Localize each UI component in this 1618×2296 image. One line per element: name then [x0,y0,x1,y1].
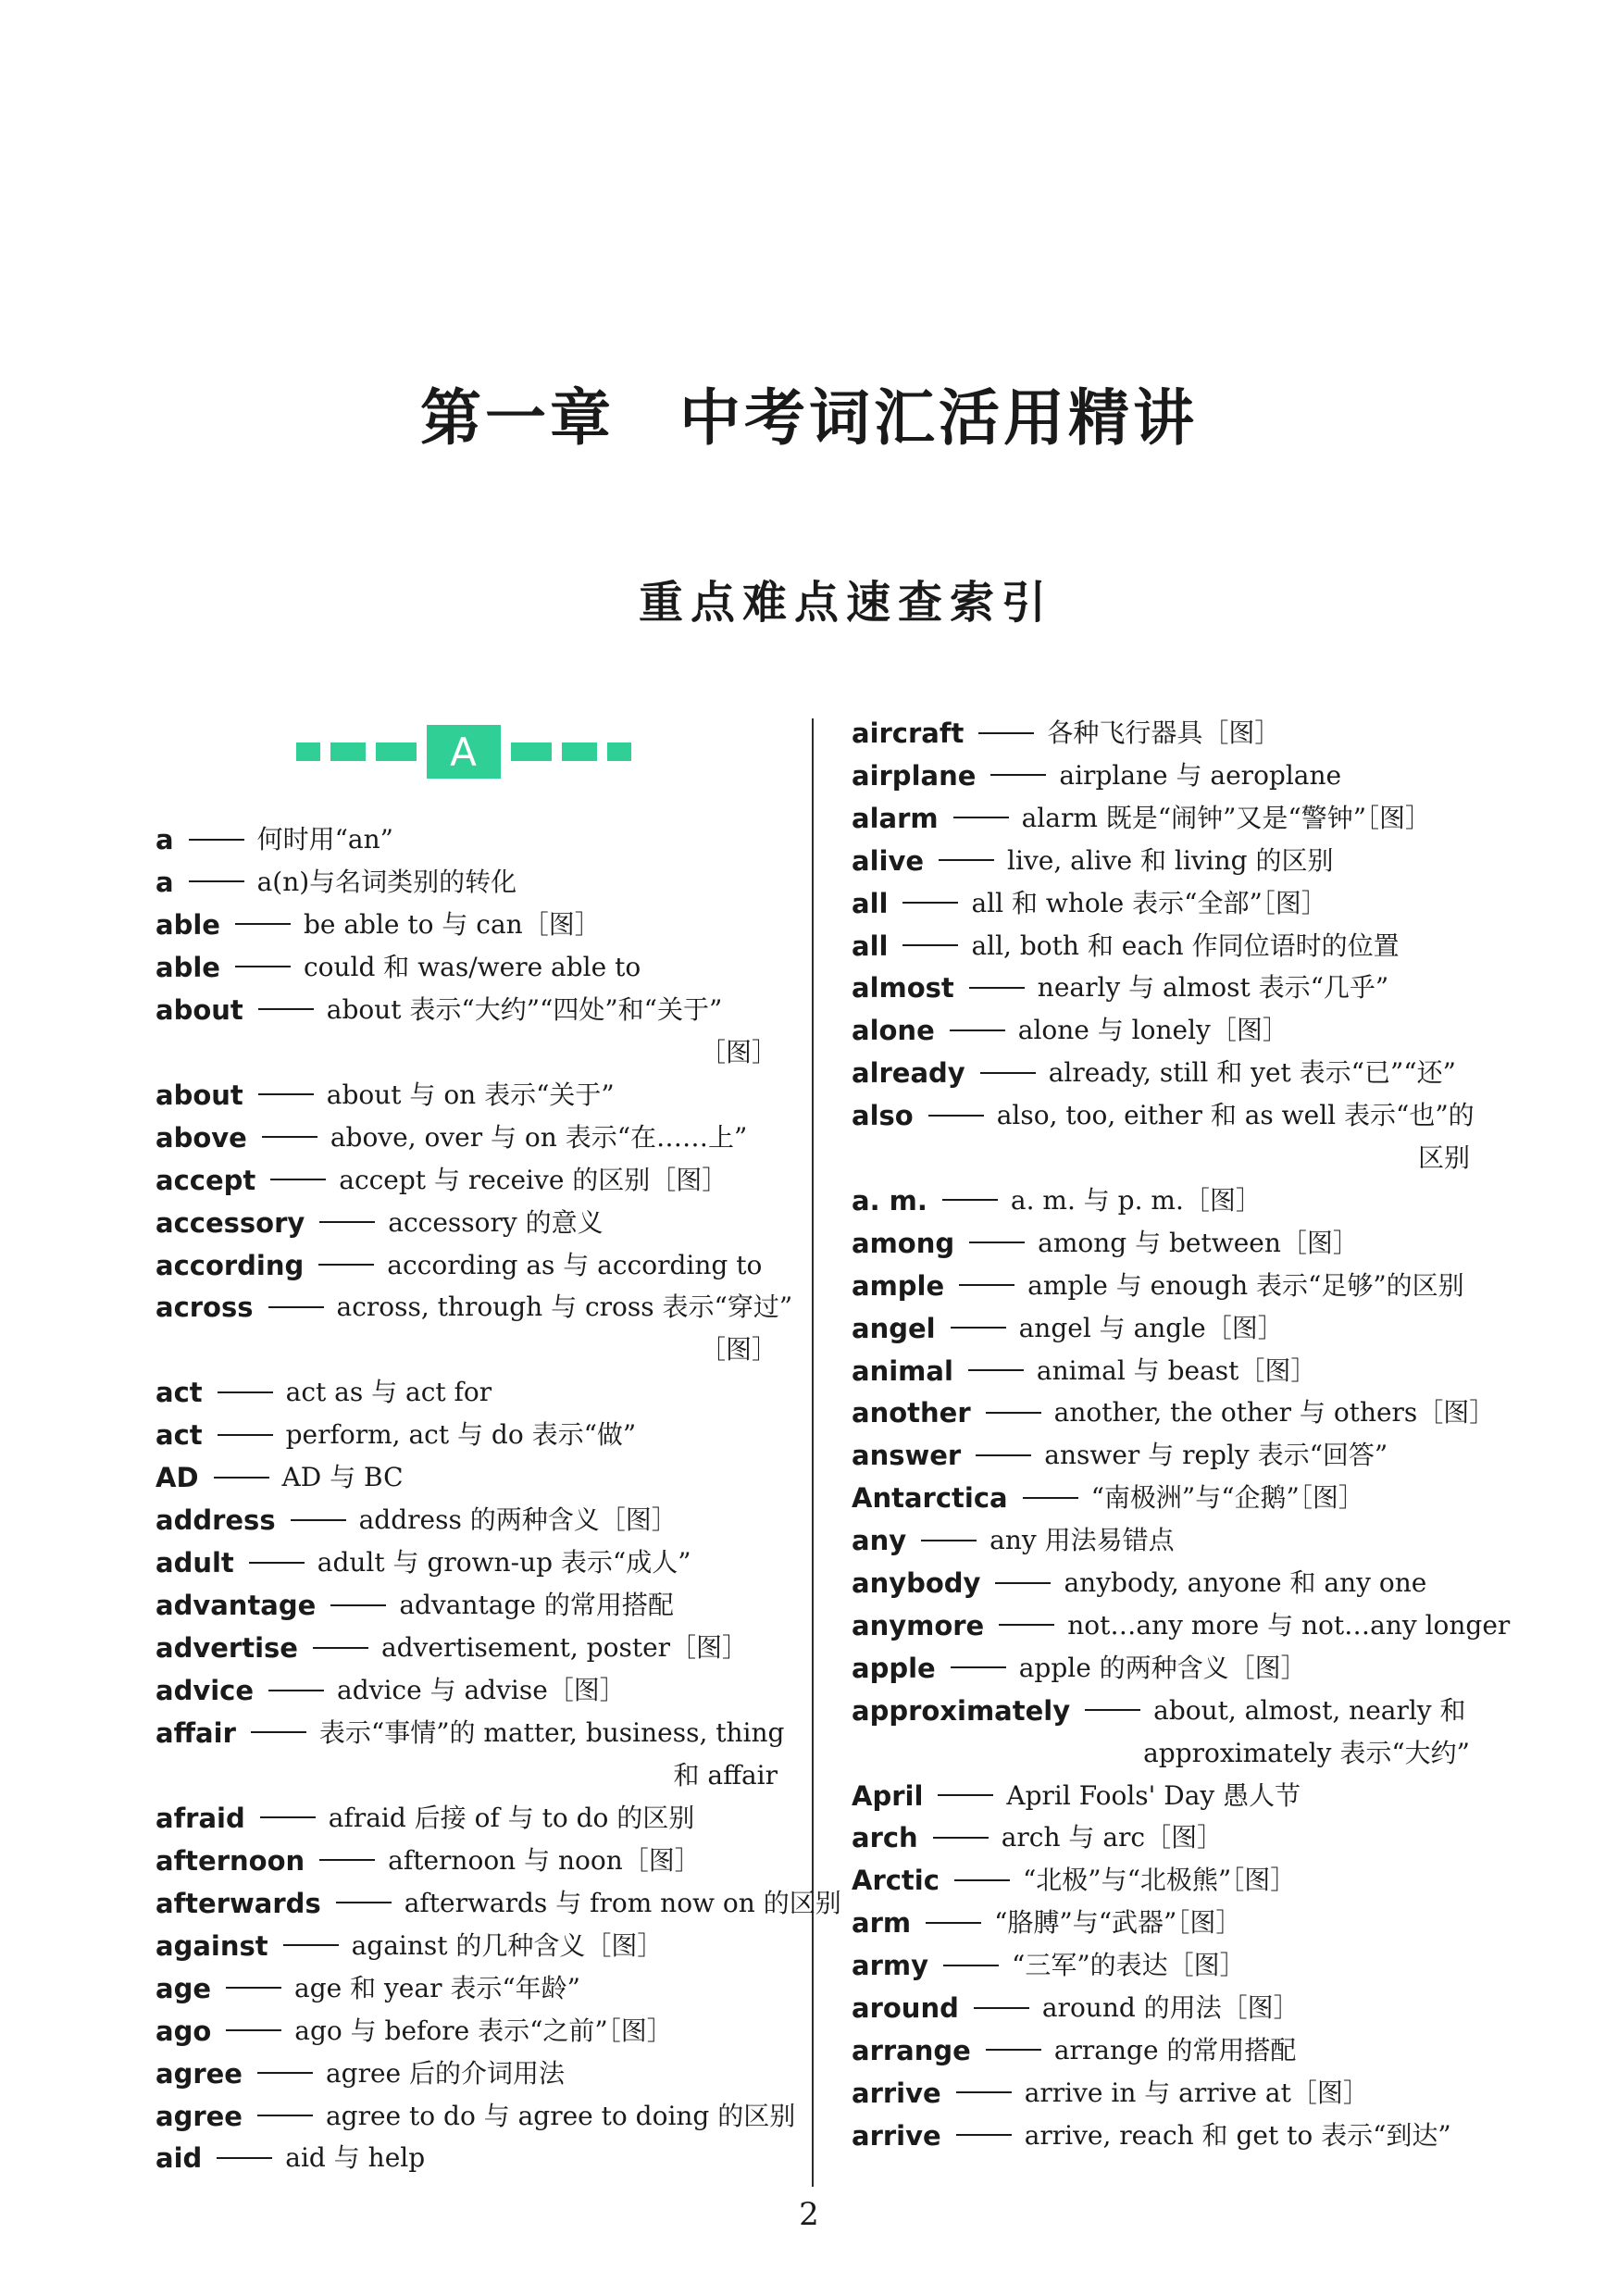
index-entry [852,798,1470,839]
entry-word: above [156,1121,247,1154]
index-entry [852,1095,1475,1136]
entry-description: age 和 year 表示“年龄” [294,1972,580,2003]
banner-bar [330,742,366,761]
entry-word: agree [156,2100,243,2132]
entry-dash [235,966,291,967]
index-entry [156,1670,778,1711]
entry-description: among 与 between［图］ [1038,1227,1359,1258]
entry-description: a(n)与名词类别的转化 [256,866,517,897]
entry-word: across [156,1292,254,1324]
entry-description: advantage 的常用搭配 [399,1590,674,1621]
entry-description: angel 与 angle［图］ [1018,1312,1284,1343]
entry-description: “三军”的表达［图］ [1012,1950,1246,1981]
entry-description: agree 后的介词用法 [325,2057,566,2089]
entry-dash [974,2007,1029,2009]
entry-word: arch [852,1822,918,1854]
entry-word: act [156,1419,203,1452]
index-entry [156,947,778,988]
chapter-title [0,368,1618,456]
entry-dash [1085,1709,1140,1711]
entry-description: about 表示“大约”“四处”和“关于” [326,993,723,1025]
entry-dash [956,2091,1012,2093]
entry-dash [257,2072,313,2074]
entry-description: aid 与 help [285,2142,426,2174]
entry-description: afterwards 与 from now on 的区别 [404,1887,841,1918]
index-entry [852,1860,1470,1901]
entry-word: apple [852,1652,936,1684]
entry-dash [235,923,291,925]
entry-word: approximately [852,1694,1071,1727]
entry-word: aid [156,2142,203,2175]
entry-dash [990,774,1046,776]
entry-word: advice [156,1675,255,1706]
entry-word: Antarctica [852,1482,1008,1515]
banner-bar [562,742,597,761]
entry-description: nearly 与 almost 表示“几乎” [1037,972,1389,1004]
index-title: 重点难点速查索引 [638,577,1053,629]
entry-word: arrive [852,2077,941,2109]
entry-description: agree to do 与 agree to doing 的区别 [325,2100,796,2131]
entry-dash [330,1604,386,1606]
index-entry [852,1520,1470,1561]
entry-dash [968,1369,1024,1371]
entry-word: ago [156,2015,212,2047]
entry-dash [249,1562,305,1564]
index-entry [852,1392,1496,1433]
index-entry [156,1457,778,1498]
entry-description: arrange 的常用搭配 [1053,2034,1297,2065]
entry-description: about, almost, nearly 和 [1153,1694,1466,1726]
index-entry [852,1308,1470,1349]
entry-word: ample [852,1269,945,1302]
entry-dash [950,1029,1005,1031]
entry-word: agree [156,2057,243,2090]
entry-dash [986,1412,1041,1414]
entry-description: perform, act 与 do 表示“做” [285,1419,637,1451]
entry-word: alone [852,1015,935,1047]
index-entry [852,2115,1470,2156]
index-entry [852,1563,1470,1603]
index-entry [852,967,1470,1008]
entry-description: also, too, either 和 as well 表示“也”的 [996,1100,1475,1131]
entry-description: live, alive 和 living 的区别 [1007,844,1334,876]
entry-description: 何时用“an” [256,824,393,855]
entry-description: another, the other 与 others［图］ [1053,1397,1496,1429]
entry-description: against 的几种含义［图］ [351,1929,664,1961]
entry-description: April Fools' Day 愚人节 [1006,1779,1301,1811]
entry-word: April [852,1779,924,1812]
entry-word: alarm [852,802,939,834]
index-entry [156,1713,785,1753]
column-divider [812,718,814,2187]
entry-word: accessory [156,1206,305,1239]
entry-dash [291,1519,346,1521]
entry-dash [939,859,994,861]
entry-dash [214,1477,269,1479]
entry-dash [251,1731,306,1733]
index-entry [852,1605,1511,1646]
entry-description: arrive, reach 和 get to 表示“到达” [1024,2119,1451,2151]
entry-description: above, over 与 on 表示“在……上” [330,1121,748,1153]
entry-word: anymore [852,1609,985,1641]
index-entry [852,1351,1470,1391]
entry-description: animal 与 beast［图］ [1036,1354,1317,1386]
entry-word: accept [156,1164,256,1196]
entry-dash [268,1306,324,1308]
entry-word: answer [852,1440,962,1472]
banner-bar [296,742,320,761]
entry-word: age [156,1972,211,2004]
entry-dash [270,1179,326,1180]
index-entry [156,2138,778,2178]
entry-dash [313,1647,368,1649]
index-entry [852,1223,1470,1264]
entry-description: alone 与 lonely［图］ [1017,1015,1288,1046]
index-entry [156,1883,841,1924]
index-entry [156,1117,778,1158]
entry-dash [257,2115,313,2116]
entry-dash [980,1072,1036,1074]
index-entry [156,1968,778,2009]
banner-bar [376,742,417,761]
entry-description: “北极”与“北极熊”［图］ [1022,1865,1297,1896]
section-letter-badge: A [427,725,501,779]
entry-description: all 和 whole 表示“全部”［图］ [971,887,1327,918]
index-entry [852,2030,1470,2071]
entry-word: arrange [852,2034,971,2066]
index-entry [156,1287,793,1328]
entry-word: Arctic [852,1865,940,1897]
entry-description: 表示“事情”的 matter, business, thing [318,1716,785,1748]
index-entry [156,1372,778,1413]
index-entry [156,1500,778,1541]
entry-dash [902,902,958,904]
entry-dash [319,1221,375,1223]
entry-description: around 的用法［图］ [1041,1992,1300,2023]
entry-dash [268,1690,324,1691]
entry-word: afternoon [156,1844,305,1877]
index-entry [156,2096,796,2137]
entry-word: angel [852,1312,936,1344]
entry-dash [1023,1497,1078,1499]
entry-word: arm [852,1907,912,1940]
entry-dash [218,1391,273,1393]
entry-dash [995,1582,1051,1584]
entry-word: a [156,824,174,855]
entry-description: arch 与 arc［图］ [1001,1822,1224,1853]
index-entry [852,713,1470,754]
entry-word: all [852,887,889,919]
index-entry [852,2073,1470,2114]
index-entry [156,1245,778,1286]
index-entry [852,841,1470,881]
entry-dash [218,1434,273,1436]
entry-description: anybody, anyone 和 any one [1064,1567,1427,1598]
index-entry [156,2011,778,2052]
index-entry [852,1010,1470,1051]
page-number: 2 [799,2196,819,2233]
entry-dash [258,1008,314,1010]
entry-description: already, still 和 yet 表示“已”“还” [1048,1057,1456,1089]
entry-description: alarm 既是“闹钟”又是“警钟”［图］ [1021,802,1432,833]
entry-word: against [156,1929,268,1962]
index-entry [156,1203,778,1243]
entry-description: “胳膊”与“武器”［图］ [994,1907,1242,1939]
index-entry [852,755,1470,796]
index-entry [852,1903,1470,1943]
index-entry [156,1841,778,1881]
entry-word: advertise [156,1632,298,1665]
chapter-number: 第一章 [420,382,615,454]
entry-description-continued: approximately 表示“大约” [1143,1737,1470,1768]
entry-description: “南极洲”与“企鹅”［图］ [1090,1482,1364,1514]
entry-dash [956,2134,1012,2136]
entry-dash [902,944,958,946]
entry-word: animal [852,1354,953,1387]
entry-dash [336,1902,392,1903]
entry-description: a. m. 与 p. m.［图］ [1010,1184,1262,1216]
entry-dash [976,1454,1031,1456]
entry-dash [959,1284,1014,1286]
entry-dash [954,1879,1010,1881]
entry-word: aircraft [852,718,965,749]
entry-word: any [852,1525,907,1557]
entry-dash [189,839,244,841]
entry-description: act as 与 act for [285,1377,492,1408]
entry-dash [953,817,1009,818]
banner-bar [511,742,552,761]
entry-dash [926,1922,981,1924]
index-entry [156,1628,778,1668]
entry-word: among [852,1227,955,1259]
entry-dash [189,880,244,882]
entry-word: a [156,866,174,898]
entry-description: 各种飞行器具［图］ [1047,718,1281,748]
entry-word: also [852,1100,914,1132]
entry-word: address [156,1504,276,1537]
index-entry [852,1478,1470,1518]
index-entry [156,819,778,860]
entry-dash [928,1115,984,1117]
index-entry [852,1053,1470,1093]
entry-word: AD [156,1462,199,1494]
entry-dash [258,1093,314,1095]
index-entry [852,1988,1470,2028]
entry-description: answer 与 reply 表示“回答” [1044,1440,1388,1471]
index-entry [852,1180,1470,1221]
entry-dash [217,2157,272,2159]
index-entry [156,1542,778,1583]
entry-description: advertisement, poster［图］ [380,1632,749,1664]
entry-word: army [852,1950,928,1982]
index-entry [156,1585,778,1626]
entry-word: able [156,908,220,941]
entry-dash [951,1327,1006,1329]
entry-description: all, both 和 each 作同位语时的位置 [971,930,1400,961]
index-entry [852,926,1470,967]
entry-description-continued: 和 affair [673,1759,778,1791]
index-entry [156,990,778,1030]
entry-dash [969,987,1025,989]
index-entry [852,1776,1470,1816]
index-entry [852,1691,1470,1731]
entry-description: adult 与 grown-up 表示“成人” [317,1547,691,1578]
index-entry [156,1160,778,1201]
entry-word: adult [156,1547,234,1579]
entry-word: almost [852,972,954,1004]
entry-word: already [852,1057,965,1090]
index-entry [852,1945,1470,1986]
index-entry [156,1415,778,1455]
entry-word: alive [852,844,925,877]
entry-description: arrive in 与 arrive at［图］ [1024,2077,1369,2108]
entry-word: anybody [852,1567,981,1599]
entry-dash [262,1136,317,1138]
entry-dash [283,1944,339,1946]
entry-description-continued: ［图］ [699,1036,778,1067]
index-entry [852,883,1470,924]
entry-dash [318,1264,374,1266]
entry-word: advantage [156,1590,317,1622]
entry-word: all [852,930,889,962]
entry-description: address 的两种含义［图］ [358,1504,678,1536]
entry-description: afternoon 与 noon［图］ [388,1844,701,1876]
entry-dash [260,1816,316,1818]
entry-dash [951,1666,1006,1668]
entry-dash [999,1624,1054,1626]
entry-word: able [156,951,220,983]
entry-word: around [852,1992,959,2024]
entry-description: airplane 与 aeroplane [1059,759,1342,791]
entry-word: airplane [852,759,977,792]
entry-word: afterwards [156,1887,321,1919]
entry-dash [226,2029,281,2031]
entry-description: AD 与 BC [281,1462,404,1493]
entry-dash [943,1965,999,1966]
entry-word: according [156,1249,305,1281]
index-entry [852,1648,1470,1689]
entry-dash [933,1837,989,1839]
entry-dash [319,1859,375,1861]
entry-word: about [156,1079,243,1111]
entry-word: a. m. [852,1184,927,1217]
entry-description: accept 与 receive 的区别［图］ [339,1164,728,1195]
entry-description: across, through 与 cross 表示“穿过” [336,1292,793,1323]
entry-dash [226,1987,281,1989]
banner-bar [607,742,631,761]
entry-description-continued: ［图］ [699,1334,778,1366]
entry-dash [986,2049,1041,2051]
index-entry [156,1075,778,1116]
index-entry [852,1266,1470,1306]
entry-word: affair [156,1716,236,1749]
entry-description: accessory 的意义 [388,1206,604,1238]
chapter-name: 中考词汇活用精讲 [679,382,1198,454]
entry-description: any 用法易错点 [989,1525,1175,1556]
index-entry [156,1798,778,1839]
entry-dash [978,732,1034,734]
index-entry [852,1817,1470,1858]
entry-description: about 与 on 表示“关于” [326,1079,615,1110]
entry-word: afraid [156,1802,245,1834]
entry-word: another [852,1397,971,1429]
index-entry [156,1926,778,1966]
entry-description: be able to 与 can［图］ [303,908,601,940]
entry-description: ago 与 before 表示“之前”［图］ [294,2015,673,2046]
entry-word: act [156,1377,203,1409]
entry-description: apple 的两种含义［图］ [1018,1652,1307,1683]
entry-dash [942,1199,998,1201]
entry-dash [969,1242,1025,1243]
index-entry [852,1435,1470,1476]
index-entry [156,2053,778,2094]
entry-dash [938,1794,993,1796]
entry-dash [921,1540,977,1541]
entry-description: advice 与 advise［图］ [337,1675,626,1705]
entry-description: according as 与 according to [387,1249,763,1280]
entry-description: not…any more 与 not…any longer [1067,1609,1511,1641]
section-letter-banner [294,725,632,779]
entry-description-continued: 区别 [1417,1142,1470,1173]
entry-word: about [156,993,243,1026]
index-entry [156,905,778,945]
entry-description: could 和 was/were able to [303,951,641,982]
entry-description: ample 与 enough 表示“足够”的区别 [1027,1269,1464,1301]
index-entry [156,862,778,903]
entry-word: arrive [852,2119,941,2152]
entry-description: afraid 后接 of 与 to do 的区别 [328,1802,695,1833]
